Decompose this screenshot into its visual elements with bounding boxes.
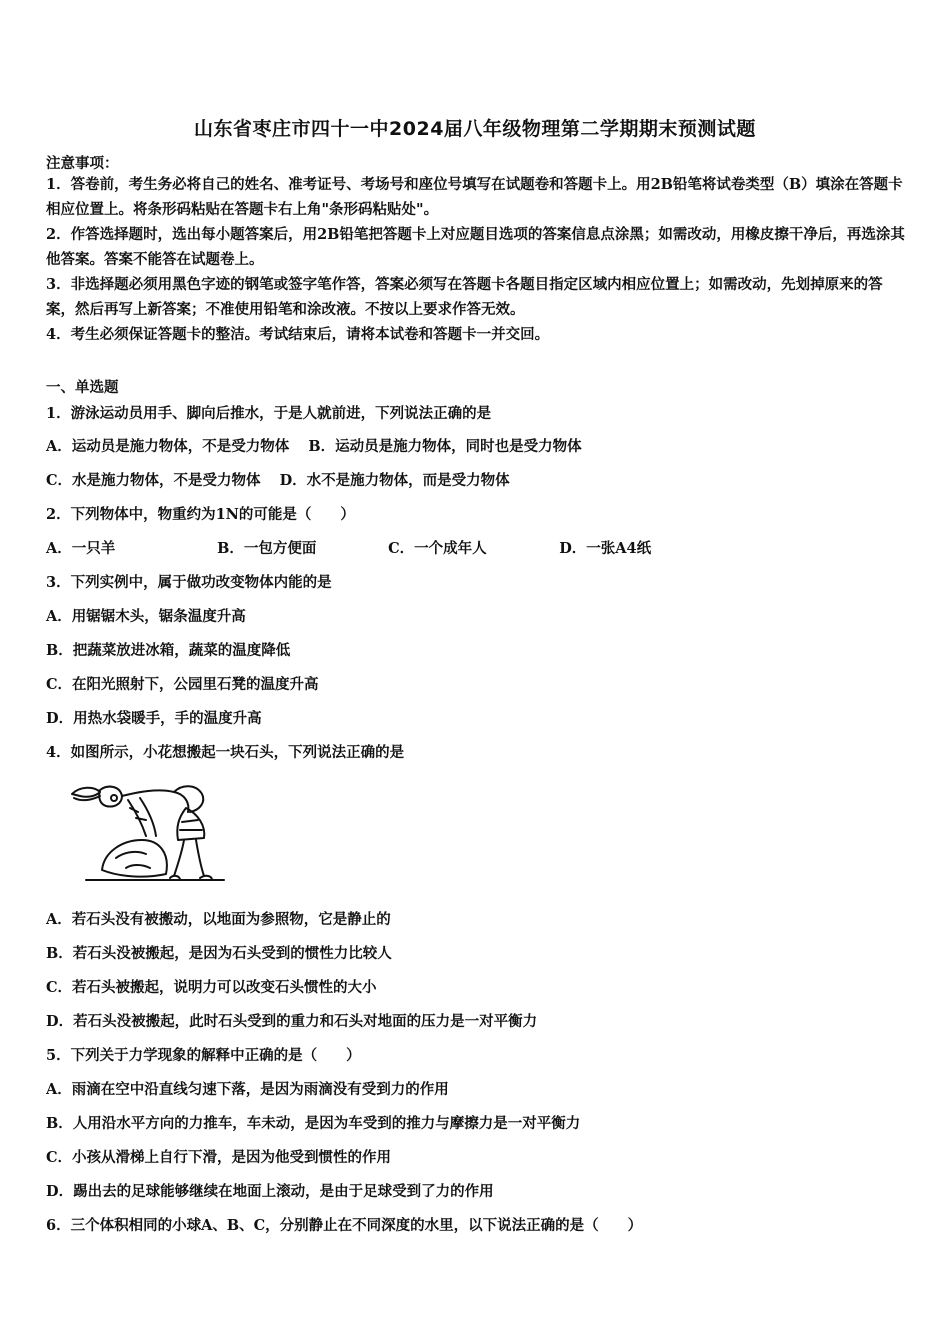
option-c: C．若石头被搬起，说明力可以改变石头惯性的大小 [46,979,377,996]
option-d: D．用热水袋暖手，手的温度升高 [46,710,262,727]
girl-lifting-stone-figure [66,778,228,888]
option-a: A．雨滴在空中沿直线匀速下落，是因为雨滴没有受到力的作用 [46,1081,449,1098]
option-d: D．水不是施力物体，而是受力物体 [279,472,510,489]
notice-heading: 注意事项： [46,155,119,172]
notice-item: 1．答卷前，考生务必将自己的姓名、准考证号、考场号和座位号填写在试题卷和答题卡上。用2B铅笔将试卷类型（B）填涂在答题卡相应位置上。将条形码粘贴在答题卡右上角"条形码粘贴处"。 [46,176,903,218]
option-row [46,537,651,558]
section-heading: 一、单选题 [46,379,119,396]
option-b: B．人用沿水平方向的力推车，车未动，是因为车受到的推力与摩擦力是一对平衡力 [46,1115,581,1132]
option-d: D．踢出去的足球能够继续在地面上滚动，是由于足球受到了力的作用 [46,1183,494,1200]
notice-list [46,172,906,347]
option-c: C．在阳光照射下，公园里石凳的温度升高 [46,676,319,693]
notice-item: 3．非选择题必须用黑色字迹的钢笔或签字笔作答，答案必须写在答题卡各题目指定区域内相应位置上；如需改动，先划掉原来的答案，然后再写上新答案；不准使用铅笔和涂改液。不按以上要求作答无效。 [46,276,883,318]
question-stem: 2．下列物体中，物重约为1N的可能是（ ） [46,506,355,523]
question-stem: 5．下列关于力学现象的解释中正确的是（ ） [46,1047,361,1064]
option-a: A．若石头没有被搬动，以地面为参照物，它是静止的 [46,911,391,928]
option-b: B．运动员是施力物体，同时也是受力物体 [308,438,582,455]
question-stem: 1．游泳运动员用手、脚向后推水，于是人就前进，下列说法正确的是 [46,405,492,422]
question-stem: 3．下列实例中，属于做功改变物体内能的是 [46,574,332,591]
option-b: B．若石头没被搬起，是因为石头受到的惯性力比较人 [46,945,392,962]
question-stem: 4．如图所示，小花想搬起一块石头，下列说法正确的是 [46,744,405,761]
option-row [46,435,582,456]
option-a: A．运动员是施力物体，不是受力物体 [46,438,290,455]
option-row [46,469,510,490]
option-d: D．若石头没被搬起，此时石头受到的重力和石头对地面的压力是一对平衡力 [46,1013,538,1030]
page-title: 山东省枣庄市四十一中2024届八年级物理第二学期期末预测试题 [194,118,756,140]
option-b: B．一包方便面 [217,540,317,557]
option-a: A．用锯锯木头，锯条温度升高 [46,608,246,625]
option-c: C．水是施力物体，不是受力物体 [46,472,261,489]
option-d: D．一张A4纸 [559,540,652,557]
option-c: C．小孩从滑梯上自行下滑，是因为他受到惯性的作用 [46,1149,392,1166]
question-stem: 6．三个体积相同的小球A、B、C，分别静止在不同深度的水里，以下说法正确的是（ ） [46,1217,643,1234]
option-b: B．把蔬菜放进冰箱，蔬菜的温度降低 [46,642,291,659]
notice-item: 4．考生必须保证答题卡的整洁。考试结束后，请将本试卷和答题卡一并交回。 [46,326,550,343]
option-c: C．一个成年人 [388,540,487,557]
notice-item: 2．作答选择题时，选出每小题答案后，用2B铅笔把答题卡上对应题目选项的答案信息点涂黑；如需改动，用橡皮擦干净后，再选涂其他答案。答案不能答在试题卷上。 [46,226,905,268]
option-a: A．一只羊 [46,540,116,557]
